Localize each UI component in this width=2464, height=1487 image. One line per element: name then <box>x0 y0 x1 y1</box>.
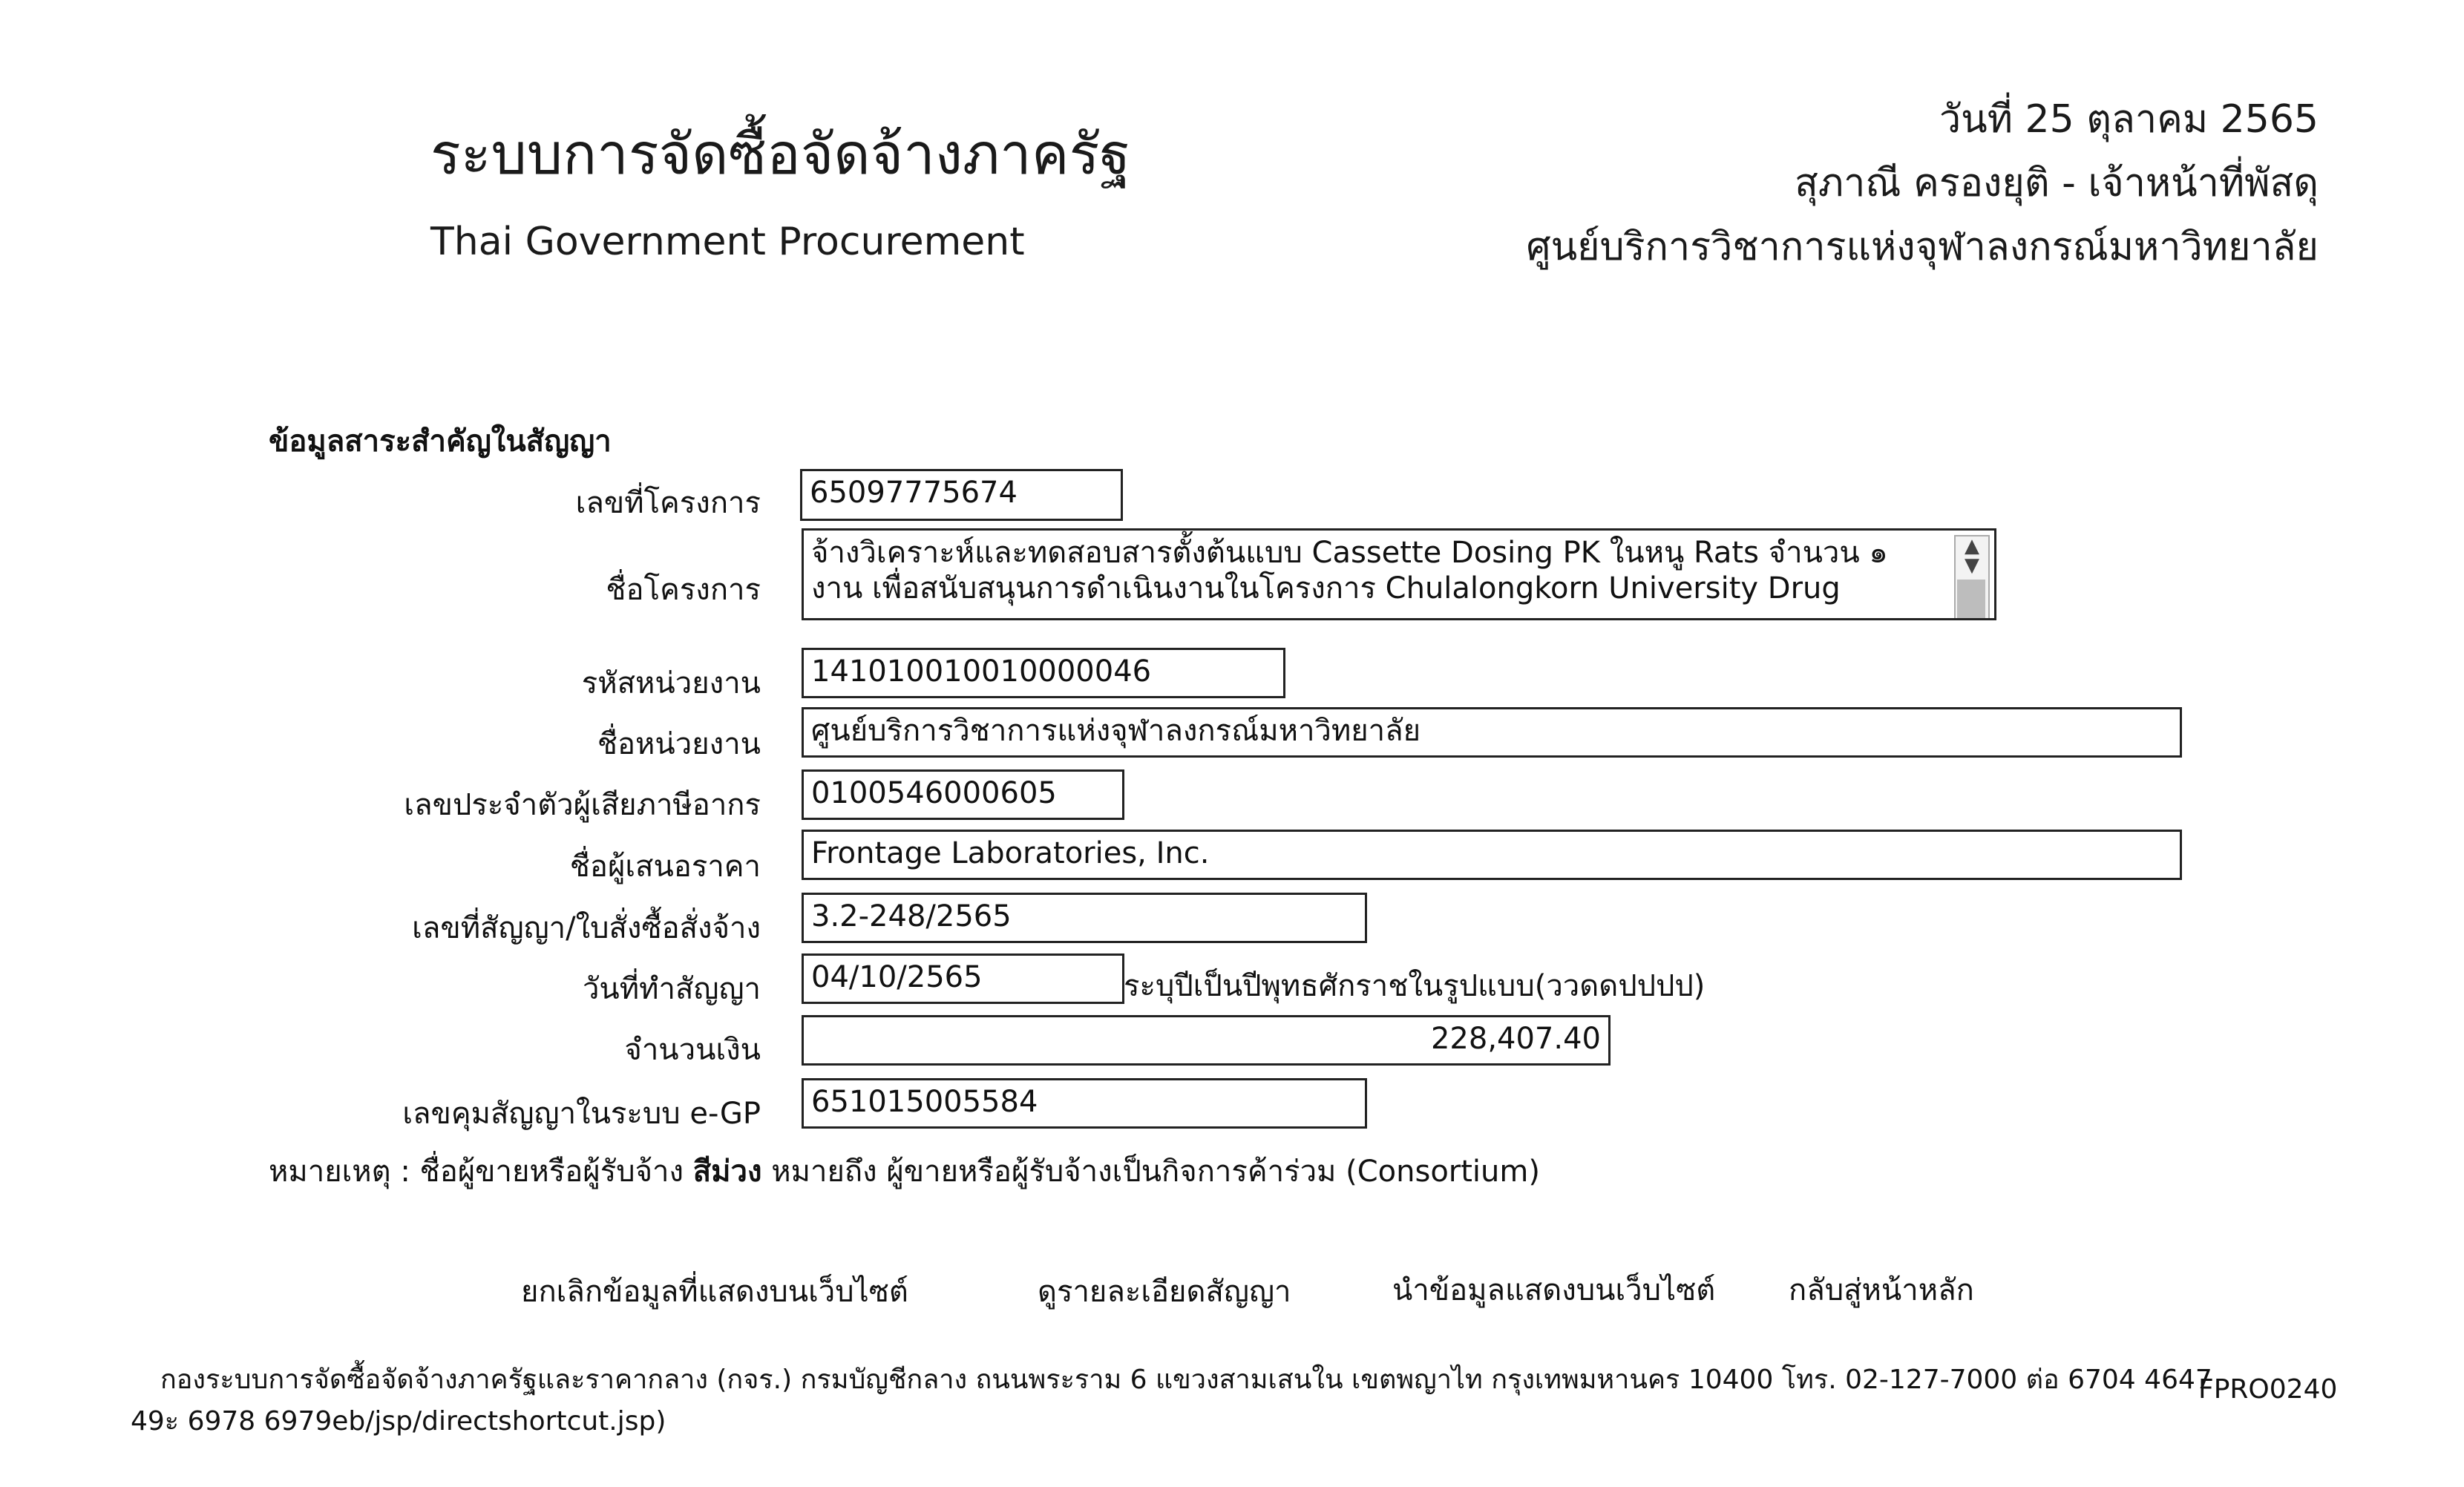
note-prefix: หมายเหตุ : ชื่อผู้ขายหรือผู้รับจ้าง <box>269 1155 684 1189</box>
label-contract-no: เลขที่สัญญา/ใบสั่งซื้อสั่งจ้าง <box>412 911 761 945</box>
project-name-scrollbar[interactable] <box>1954 535 1990 620</box>
agency-name-field[interactable]: ศูนย์บริการวิชาการแห่งจุฬาลงกรณ์มหาวิทยาลัย <box>802 707 2182 758</box>
project-name-textarea[interactable] <box>802 528 1996 620</box>
label-agency-code: รหัสหน่วยงาน <box>581 666 761 700</box>
officer-name: สุภาณี ครองยุติ - เจ้าหน้าที่พัสดุ <box>1795 161 2319 206</box>
label-project-no: เลขที่โครงการ <box>575 486 761 520</box>
app-title-thai: ระบบการจัดซื้อจัดจ้างภาครัฐ <box>430 121 1131 187</box>
label-amount: จำนวนเงิน <box>624 1033 761 1067</box>
note-emphasis: สีม่วง <box>692 1155 762 1189</box>
contract-date-field[interactable]: 04/10/2565 <box>802 953 1124 1004</box>
label-bidder: ชื่อผู้เสนอราคา <box>569 850 761 884</box>
contract-date-hint: ระบุปีเป็นปีพุทธศักราชในรูปแบบ(ววดดปปปป) <box>1124 969 1706 1003</box>
consortium-note <box>269 1147 1540 1195</box>
note-suffix: หมายถึง ผู้ขายหรือผู้รับจ้างเป็นกิจการค้าร่วม (Consortium) <box>771 1155 1540 1189</box>
app-title-english: Thai Government Procurement <box>430 220 1025 264</box>
label-project-name: ชื่อโครงการ <box>606 573 761 607</box>
page-code: FPRO0240 <box>2198 1374 2338 1405</box>
publish-link[interactable]: นำข้อมูลแสดงบนเว็บไซต์ <box>1392 1273 1716 1307</box>
agency-code-field[interactable]: 141010010010000046 <box>802 648 1285 698</box>
contract-no-field[interactable]: 3.2-248/2565 <box>802 893 1367 943</box>
amount-field[interactable]: 228,407.40 <box>802 1015 1611 1066</box>
section-title: ข้อมูลสาระสำคัญในสัญญา <box>269 424 612 459</box>
footer-url: 49ะ 6978 6979eb/jsp/directshortcut.jsp) <box>131 1406 666 1437</box>
label-agency-name: ชื่อหน่วยงาน <box>597 727 761 761</box>
organization-name: ศูนย์บริการวิชาการแห่งจุฬาลงกรณ์มหาวิทยาลัย <box>1526 225 2319 269</box>
label-contract-date: วันที่ทำสัญญา <box>582 972 761 1006</box>
view-contract-link[interactable]: ดูรายละเอียดสัญญา <box>1038 1275 1291 1309</box>
label-tax-id: เลขประจำตัวผู้เสียภาษีอากร <box>404 788 761 822</box>
scroll-down-icon[interactable]: ▼ <box>1965 554 1979 577</box>
project-name-text: จ้างวิเคราะห์และทดสอบสารตั้งต้นแบบ Cassette Dosing PK ในหนู Rats จำนวน ๑ งาน เพื่อสนับสนุนการดำเนินงานในโครงการ Chulalongkorn University Drug <box>811 536 1888 605</box>
label-egp-no: เลขคุมสัญญาในระบบ e-GP <box>402 1097 761 1131</box>
egp-no-field[interactable]: 651015005584 <box>802 1078 1367 1129</box>
report-date: วันที่ 25 ตุลาคม 2565 <box>1939 97 2319 142</box>
bidder-field[interactable]: Frontage Laboratories, Inc. <box>802 830 2182 880</box>
back-home-link[interactable]: กลับสู่หน้าหลัก <box>1789 1273 1974 1307</box>
cancel-publish-link[interactable]: ยกเลิกข้อมูลที่แสดงบนเว็บไซต์ <box>521 1275 908 1309</box>
footer-address: กองระบบการจัดซื้อจัดจ้างภาครัฐและราคากลาง (กจร.) กรมบัญชีกลาง ถนนพระราม 6 แขวงสามเสนใน เขตพญาไท กรุงเทพมหานคร 10400 โทร. 02-127-7000 ต่อ 6704 4647 <box>160 1365 2212 1395</box>
project-no-field[interactable]: 65097775674 <box>800 469 1123 521</box>
scroll-thumb[interactable] <box>1957 580 1985 618</box>
tax-id-field[interactable]: 0100546000605 <box>802 769 1124 820</box>
scroll-up-icon[interactable]: ▲ <box>1965 535 1979 557</box>
